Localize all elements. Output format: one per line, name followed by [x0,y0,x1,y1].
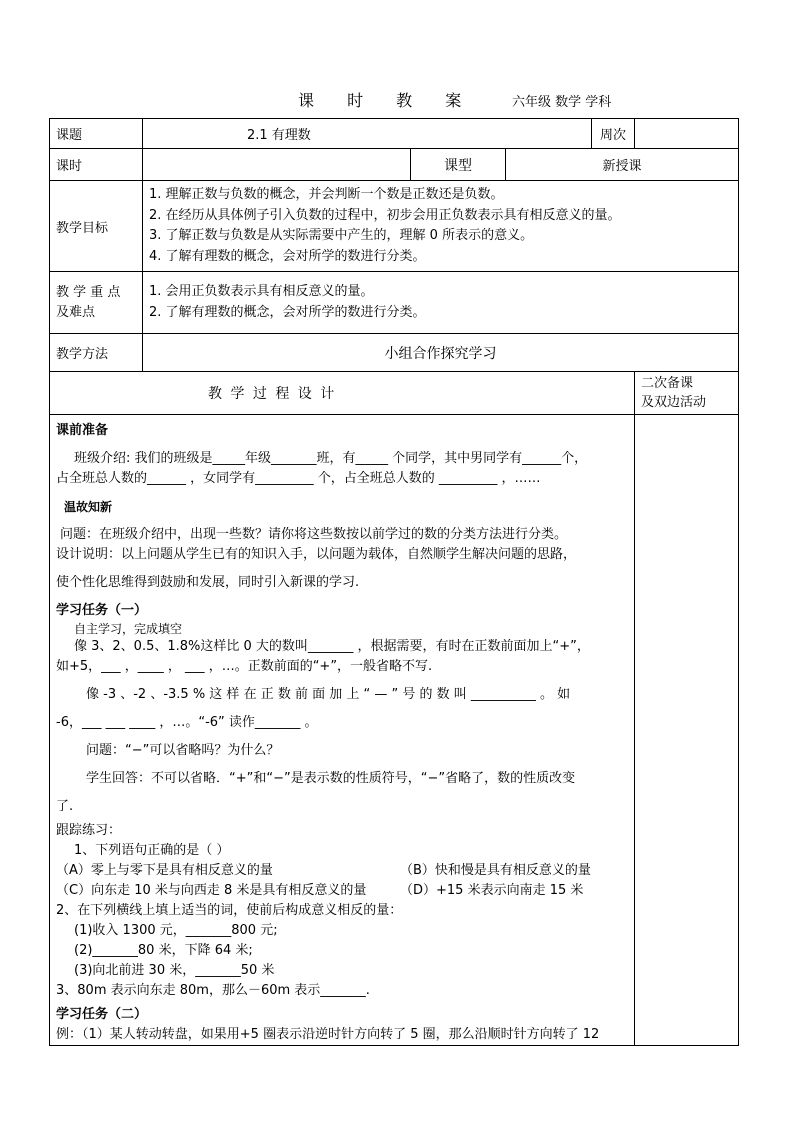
process-header-row [50,372,739,415]
page-title: 课 时 教 案 [298,91,476,110]
week-value [635,119,739,149]
week-label: 周次 [592,119,635,149]
keypoint-item: 2. 了解有理数的概念，会对所学的数进行分类。 [149,304,426,320]
positive-line: 如+5，___ ，____ ， ___ ，…。正数前面的“+”，一般省略不写. [56,659,433,674]
topic-value: 2.1 有理数 [143,119,592,149]
process-body-row [50,415,739,1046]
practice-q1-options-ab: （A）零上与零下是具有相反意义的量 （B）快和慢是具有相反意义的量 [56,863,591,878]
page-header [0,88,794,112]
practice-q3: 3、80m 表示向东走 80m，那么－60m 表示_______. [56,983,370,998]
example-line: 例：（1）某人转动转盘，如果用+5 圈表示沿逆时针方向转了 5 圈，那么沿顺时针方向转了 12 [56,1027,600,1042]
objective-item: 3. 了解正数与负数是从实际需要中产生的，理解 0 所表示的意义。 [149,228,534,243]
practice-q2-item: (3)向北前进 30 米，_______50 米 [74,963,275,978]
objectives-list [143,181,739,272]
prep-line: 班级介绍: 我们的班级是_____年级_______班，有_____ 个同学，其中男同学有______个， [74,451,588,466]
task1-subtitle: 自主学习，完成填空 [74,622,183,636]
grade-subject: 六年级 数学 学科 [512,95,612,110]
answer-line: 了. [56,799,74,814]
keypoints-row [50,272,739,334]
process-content [50,415,635,1046]
positive-line: 像 3、2、0.5、1.8%这样比 0 大的数叫_______ ，根据需要，有时在正数前面加上“+”， [74,639,590,654]
design-note: 使个性化思维得到鼓励和发展，同时引入新课的学习. [56,575,360,590]
period-value [143,149,411,181]
objective-item: 2. 在经历从具体例子引入负数的过程中，初步会用正负数表示具有相反意义的量。 [149,207,621,223]
objectives-row [50,181,739,272]
design-note: 设计说明：以上问题从学生已有的知识入手，以问题为载体，自然顺学生解决问题的思路， [56,547,577,562]
answer-line: 学生回答：不可以省略．“+”和“−”是表示数的性质符号，“−”省略了，数的性质改变 [86,771,576,786]
keypoints-label: 教 学 重 点 及难点 [50,272,143,334]
topic-label: 课题 [50,119,143,149]
prep-line: 占全班总人数的______ ，女同学有_________ 个，占全班总人数的 _________ ，…… [56,471,541,486]
lesson-plan-table [49,118,739,1046]
task2-title: 学习任务（二） [56,1007,148,1022]
negative-line: 像 -3 、-2 、-3.5 % 这 样 在 正 数 前 面 加 上 “ — ” 号 的 数 叫 __________ 。 如 [86,687,571,702]
period-row [50,149,739,181]
practice-q1-options-cd: （C）向东走 10 米与向西走 8 米是具有相反意义的量 （D）+15 米表示向南走 15 米 [56,883,584,898]
review-question: 问题：在班级介绍中，出现一些数？请你将这些数按以前学过的数的分类方法进行分类。 [60,527,568,542]
objectives-label: 教学目标 [50,181,143,272]
type-label: 课型 [411,149,506,181]
method-value: 小组合作探究学习 [143,334,739,372]
objective-item: 4. 了解有理数的概念，会对所学的数进行分类。 [149,248,426,264]
practice-title: 跟踪练习： [56,823,122,838]
practice-q1: 1、下列语句正确的是（ ） [74,843,230,858]
task1-title: 学习任务（一） [56,603,148,618]
prep-title: 课前准备 [56,423,109,438]
practice-q2-item: (2)_______80 米，下降 64 米; [74,943,253,958]
practice-q2-item: (1)收入 1300 元，_______800 元; [74,923,278,938]
keypoint-item: 1. 会用正负数表示具有相反意义的量。 [149,284,374,299]
period-label: 课时 [50,149,143,181]
side-notes-header: 二次备课 及双边活动 [635,372,739,415]
practice-q2: 2、在下列横线上填上适当的词，使前后构成意义相反的量： [56,903,403,918]
keypoints-list [143,272,739,334]
type-value: 新授课 [506,149,739,181]
side-notes-column [635,415,739,1046]
negative-line: -6，___ ___ ____ ，…。“-6” 读作_______ 。 [56,715,318,730]
question-line: 问题：“−”可以省略吗？为什么？ [86,743,280,758]
objective-item: 1. 理解正数与负数的概念，并会判断一个数是正数还是负数。 [149,187,504,202]
method-label: 教学方法 [50,334,143,372]
topic-row [50,119,739,149]
method-row [50,334,739,372]
process-header-label: 教 学 过 程 设 计 [50,372,635,415]
review-title: 温故知新 [64,500,113,514]
